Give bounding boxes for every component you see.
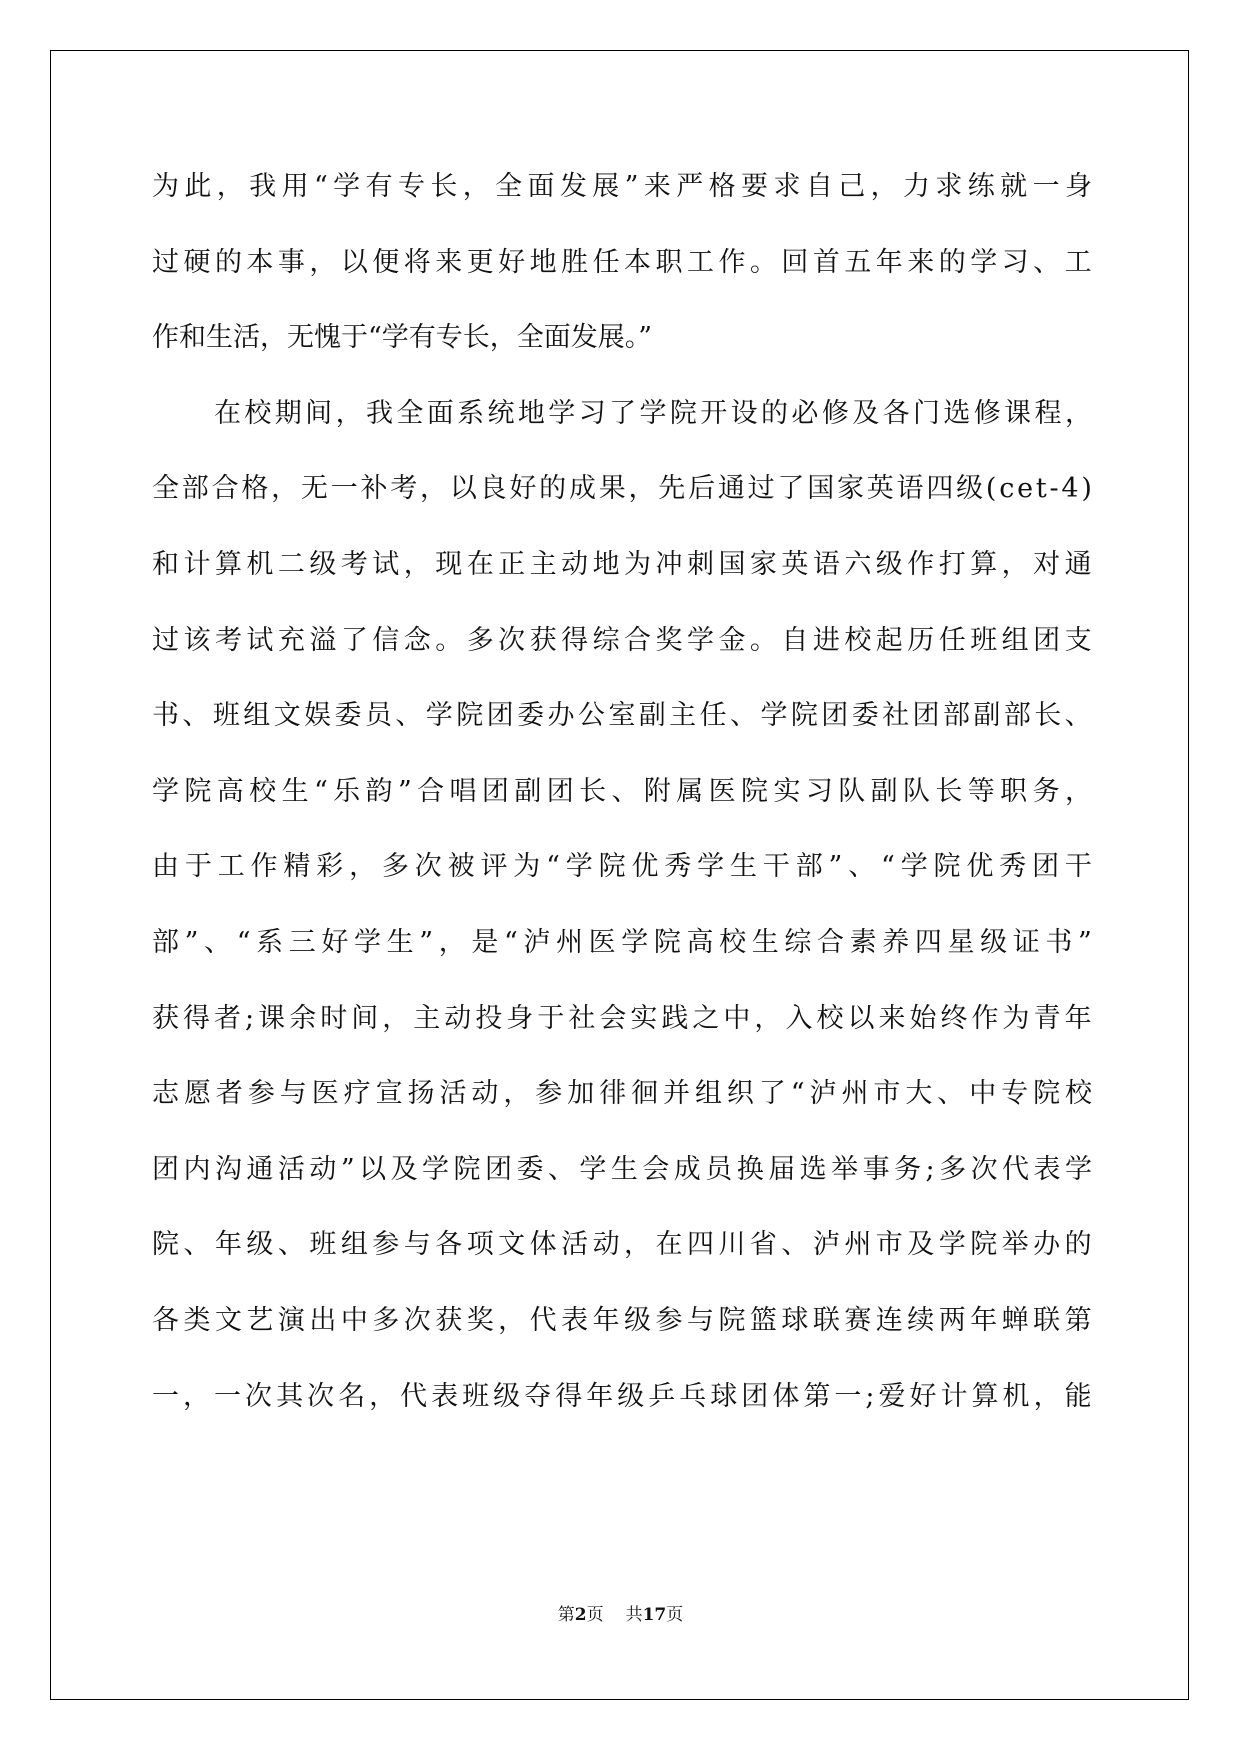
text-line: 由 于 工 作 精 彩 ， 多 次 被 评 为 “ 学 院 优 秀 学 生 干 部 ” 、 “ 学 院 优 秀 团 干	[152, 851, 1092, 883]
text-line: 和 计 算 机 二 级 考 试 ， 现 在 正 主 动 地 为 冲 刺 国 家 英 语 六 级 作 打 算 ， 对 通	[152, 548, 1092, 580]
body-text	[152, 163, 1092, 1448]
text-line: 一 ， 一 次 其 次 名 ， 代 表 班 级 夺 得 年 级 乒 乓 球 团 体 第 一 ; 爱 好 计 算 机 ， 能	[152, 1380, 1092, 1412]
text-line: 过 硬 的 本 事 ， 以 便 将 来 更 好 地 胜 任 本 职 工 作 。 回 首 五 年 来 的 学 习 、 工	[152, 246, 1092, 278]
text-line: 部 ” 、 “ 系 三 好 学 生 ” ， 是 “ 泸 州 医 学 院 高 校 生 综 合 素 养 四 星 级 证 书 ”	[152, 926, 1092, 958]
text-line: 院 、 年 级 、 班 组 参 与 各 项 文 体 活 动 ， 在 四 川 省 、 泸 州 市 及 学 院 举 办 的	[152, 1229, 1092, 1261]
page-prefix: 第	[557, 1605, 575, 1625]
text-line: 为 此 ， 我 用 “ 学 有 专 长 ， 全 面 发 展 ” 来 严 格 要 求 自 己 ， 力 求 练 就 一 身	[152, 171, 1092, 202]
text-line: 作和生活，无愧于“学有专长，全面发展。”	[152, 322, 653, 354]
total-suffix: 页	[666, 1605, 684, 1625]
text-line: 书 、 班 组 文 娱 委 员 、 学 院 团 委 办 公 室 副 主 任 、 学 院 团 委 社 团 部 副 部 长 、	[152, 700, 1092, 732]
text-line: 过 该 考 试 充 溢 了 信 念 。 多 次 获 得 综 合 奖 学 金 。 自 进 校 起 历 任 班 组 团 支	[152, 624, 1092, 656]
page-footer	[0, 1600, 1241, 1625]
text-line: 在 校 期 间 ， 我 全 面 系 统 地 学 习 了 学 院 开 设 的 必 修 及 各 门 选 修 课 程 ，	[214, 397, 1092, 429]
text-line: 团 内 沟 通 活 动 ” 以 及 学 院 团 委 、 学 生 会 成 员 换 届 选 举 事 务 ; 多 次 代 表 学	[152, 1153, 1092, 1185]
page-number: 2	[574, 1605, 587, 1625]
text-line: 志 愿 者 参 与 医 疗 宣 扬 活 动 ， 参 加 徘 徊 并 组 织 了 “ 泸 州 市 大 、 中 专 院 校	[152, 1078, 1092, 1110]
text-line: 各 类 文 艺 演 出 中 多 次 获 奖 ， 代 表 年 级 参 与 院 篮 球 联 赛 连 续 两 年 蝉 联 第	[152, 1304, 1092, 1336]
text-line: 获 得 者 ; 课 余 时 间 ， 主 动 投 身 于 社 会 实 践 之 中 ， 入 校 以 来 始 终 作 为 青 年	[152, 1002, 1092, 1034]
text-line: 全 部 合 格 ， 无 一 补 考 ， 以 良 好 的 成 果 ， 先 后 通 过 了 国 家 英 语 四 级 ( c e t - 4 )	[152, 473, 1092, 505]
total-pages: 17	[642, 1605, 667, 1625]
text-line: 学 院 高 校 生 “ 乐 韵 ” 合 唱 团 副 团 长 、 附 属 医 院 实 习 队 副 队 长 等 职 务 ，	[152, 775, 1092, 807]
total-prefix: 共	[625, 1605, 643, 1625]
page-suffix: 页	[586, 1605, 604, 1625]
